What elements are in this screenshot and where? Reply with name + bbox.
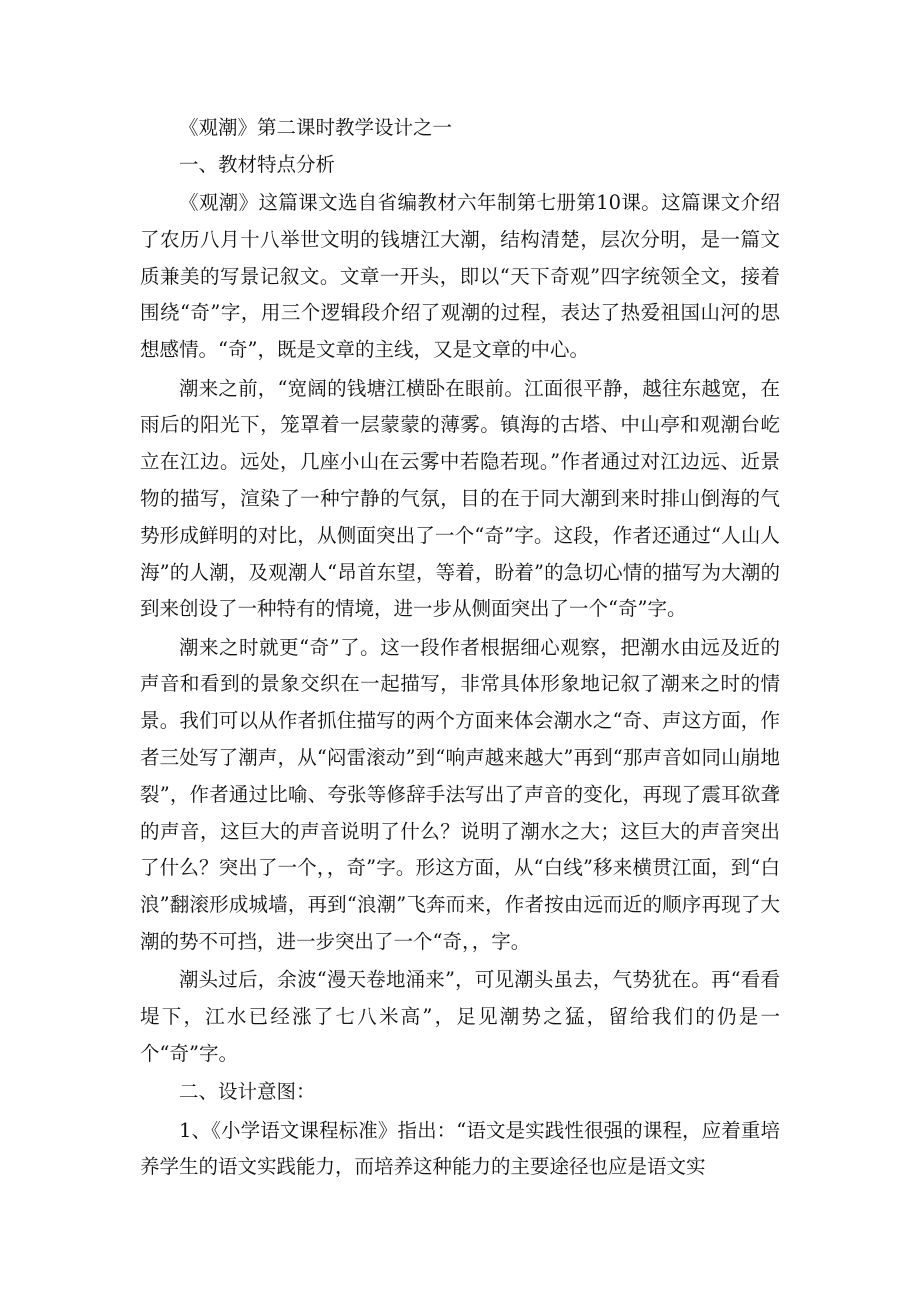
paragraph-intro: 《观潮》这篇课文选自省编教材六年制第七册第10课。这篇课文介绍了农历八月十八举世文明的钱塘江大潮，结构清楚，层次分明，是一篇文质兼美的写景记叙文。文章一开头，即以“天下奇观”四字统领全文，接着围绕“奇”字，用三个逻辑段介绍了观潮的过程，表达了热爱祖国山河的思想感情。“奇”，既是文章的主线，又是文章的中心。 (140, 191, 780, 362)
paragraph-after-tide: 潮头过后，余波“漫天卷地涌来”，可见潮头虽去，气势犹在。再“看看堤下，江水已经涨了七八米高”，足见潮势之猛，留给我们的仍是一个“奇”字。 (140, 968, 780, 1065)
document-title: 《观潮》第二课时教学设计之一 (179, 116, 453, 139)
paragraph-design-point-1: 1、《小学语文课程标准》指出：“语文是实践性很强的课程，应着重培养学生的语文实践能力，而培养这种能力的主要途径也应是语文实 (140, 1118, 780, 1179)
paragraph-during-tide: 潮来之时就更“奇”了。这一段作者根据细心观察，把潮水由远及近的声音和看到的景象交织在一起描写，非常具体形象地记叙了潮来之时的情景。我们可以从作者抓住描写的两个方面来体会潮水之“奇、声这方面，作者三处写了潮声，从“闷雷滚动”到“响声越来越大”再到“那声音如同山崩地裂”，作者通过比喻、夸张等修辞手法写出了声音的变化，再现了震耳欲聋的声音，这巨大的声音说明了什么？说明了潮水之大；这巨大的声音突出了什么？突出了一个，，奇”字。形这方面，从“白线”移来横贯江面，到“白浪”翻滚形成城墙，再到“浪潮”飞奔而来，作者按由远而近的顺序再现了大潮的势不可挡，进一步突出了一个“奇，，字。 (140, 635, 780, 954)
section-heading-1: 一、教材特点分析 (179, 152, 336, 176)
section-heading-2: 二、设计意图： (179, 1080, 316, 1104)
paragraph-before-tide: 潮来之前，“宽阔的钱塘江横卧在眼前。江面很平静，越往东越宽，在雨后的阳光下，笼罩着一层蒙蒙的薄雾。镇海的古塔、中山亭和观潮台屹立在江边。远处，几座小山在云雾中若隐若现。”作者通过对江边远、近景物的描写，渲染了一种宁静的气氛，目的在于同大潮到来时排山倒海的气势形成鲜明的对比，从侧面突出了一个“奇”字。这段，作者还通过“人山人海”的人潮，及观潮人“昂首东望，等着，盼着”的急切心情的描写为大潮的到来创设了一种特有的情境，进一步从侧面突出了一个“奇”字。 (140, 376, 780, 621)
document-body (140, 110, 780, 1186)
